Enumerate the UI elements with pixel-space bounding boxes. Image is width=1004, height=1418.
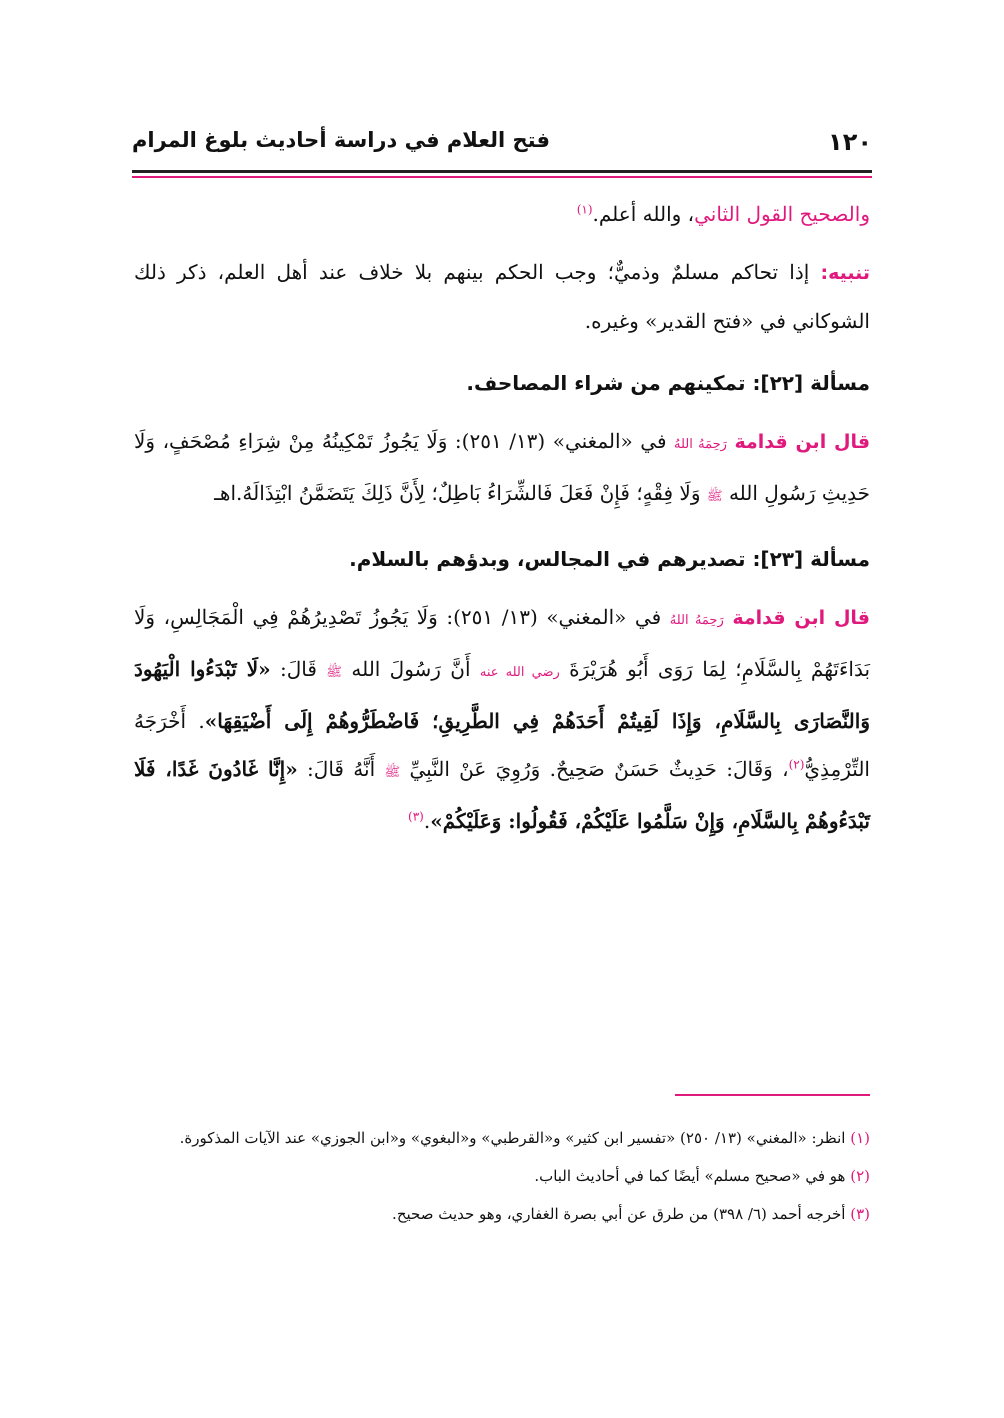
- hadith-2: «إِنَّا غَادُونَ غَدًا، فَلَا تَبْدَءُوهُمْ بِالسَّلَامِ، وَإِنْ سَلَّمُوا عَلَيْكُمْ، فَقُولُوا: وَعَلَيْكُمْ»: [134, 757, 870, 833]
- salla-honorific-2: ﷺ: [384, 765, 401, 780]
- issue-23-heading: [134, 535, 870, 583]
- note-label: تنبيه:: [820, 262, 871, 284]
- paragraph-conclusion: [134, 190, 870, 238]
- paragraph-ibn-qudama-1: [134, 417, 870, 521]
- footnote-text: انظر: «المغني» (١٣/ ٢٥٠) «تفسير ابن كثير» و«القرطبي» و«البغوي» و«ابن الجوزي» عند الآيات المذكورة.: [179, 1129, 846, 1147]
- issue-23-label: مسألة [٢٣]:: [752, 547, 870, 571]
- running-title: فتح العلام في دراسة أحاديث بلوغ المرام: [132, 128, 550, 152]
- footnote-ref-1: (١): [576, 202, 593, 217]
- footnotes: [134, 1124, 870, 1238]
- radiya-honorific: رضي الله عنه: [479, 665, 560, 680]
- quote-text: في «المغني» (١٣/ ٢٥١): وَلَا يَجُوزُ تَصْدِيرُهُمْ فِي الْمَجَالِسِ، وَلَا بَدَاءَتَهُمْ بِالسَّلَامِ؛ لِمَا رَوَى أَبُو هُرَيْرَةَ: [134, 605, 871, 681]
- issue-22-title: تمكينهم من شراء المصاحف.: [466, 371, 746, 395]
- quote-text: في «المغني» (١٣/ ٢٥١): وَلَا يَجُوزُ تَمْكِينُهُ مِنْ شِرَاءِ مُصْحَفٍ، وَلَا حَدِيثِ رَسُولِ الله: [134, 429, 870, 505]
- footnote-separator: [675, 1094, 870, 1096]
- quote-text-4: . أَخْرَجَهُ التِّرْمِذِيُّ: [134, 709, 870, 781]
- header-rule-pink: [132, 176, 872, 178]
- footnote-number: (٣): [850, 1205, 870, 1223]
- paragraph-note: [134, 248, 870, 345]
- main-text: [134, 190, 870, 845]
- footnote: [134, 1124, 870, 1152]
- quote-text-7: .: [423, 809, 431, 833]
- footnote-ref-3: (٣): [408, 809, 424, 824]
- quote-text-3: قَالَ:: [280, 657, 317, 681]
- footnote-text: أخرجه أحمد (٦/ ٣٩٨) من طرق عن أبي بصرة الغفاري، وهو حديث صحيح.: [392, 1205, 846, 1223]
- salla-honorific: ﷺ: [706, 489, 723, 504]
- rahimahullah-honorific: رَحِمَهُ اللهُ: [669, 613, 724, 628]
- footnote-number: (١): [850, 1129, 870, 1147]
- issue-22-heading: [134, 359, 870, 407]
- footnote: [134, 1162, 870, 1190]
- issue-22-label: مسألة [٢٢]:: [752, 371, 870, 395]
- footnote-number: (٢): [850, 1167, 870, 1185]
- header-rule-black: [132, 170, 872, 173]
- note-text: إذا تحاكم مسلمٌ وذميٌّ؛ وجب الحكم بينهم بلا خلاف عند أهل العلم، ذكر ذلك الشوكاني في «فتح القدير» وغيره.: [134, 260, 870, 333]
- rahimahullah-honorific: رَحِمَهُ اللهُ: [674, 437, 727, 452]
- page-number: ١٢٠: [828, 128, 872, 156]
- paragraph-text: ، والله أعلم.: [592, 202, 695, 226]
- footnote-ref-2: (٢): [788, 757, 805, 772]
- footnote-text: هو في «صحيح مسلم» أيضًا كما في أحاديث الباب.: [534, 1167, 846, 1185]
- quote-text-6: أَنَّهُ قَالَ:: [307, 757, 376, 781]
- hadith-1: «لَا تَبْدَءُوا الْيَهُودَ وَالنَّصَارَى بِالسَّلَامِ، وَإِذَا لَقِيتُمْ أَحَدَهُمْ فِي الطَّرِيقِ؛ فَاضْطَرُّوهُمْ إِلَى أَضْيَقِهَا»: [134, 657, 870, 733]
- footnote: [134, 1200, 870, 1228]
- quote-text-5: ، وَقَالَ: حَدِيثٌ حَسَنٌ صَحِيحٌ. وَرُوِيَ عَنْ النَّبِيِّ: [409, 757, 789, 781]
- page-header: [132, 128, 872, 164]
- salla-honorific-1: ﷺ: [326, 665, 342, 680]
- speaker-label: قال ابن قدامة: [734, 431, 871, 453]
- issue-23-title: تصديرهم في المجالس، وبدؤهم بالسلام.: [349, 547, 746, 571]
- quote-text-cont: وَلَا فِقْهٍ؛ فَإِنْ فَعَلَ فَالشِّرَاءُ بَاطِلٌ؛ لِأَنَّ ذَلِكَ يَتَضَمَّنُ ابْتِذَالَهُ.اهـ: [214, 481, 701, 505]
- speaker-label: قال ابن قدامة: [732, 607, 871, 629]
- paragraph-ibn-qudama-2: [134, 593, 870, 845]
- quote-text-2: أَنَّ رَسُولَ الله: [351, 657, 471, 681]
- correct-opinion-text: والصحيح القول الثاني: [694, 202, 870, 226]
